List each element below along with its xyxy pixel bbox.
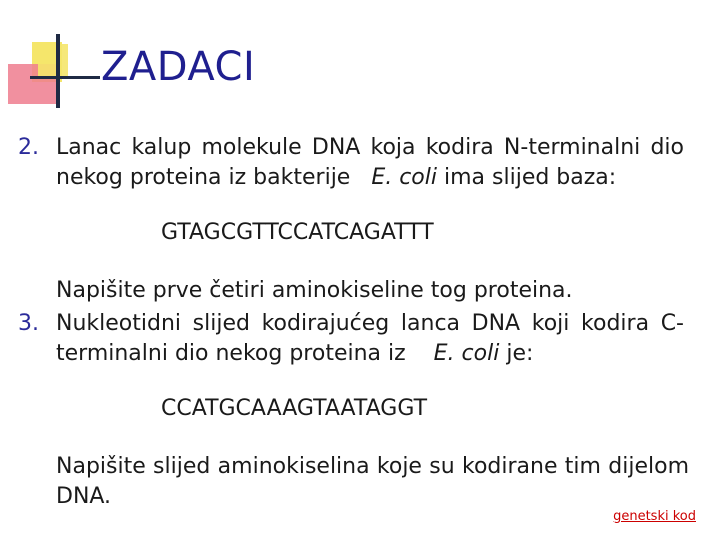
task-2-line-1: Lanac kalup molekule DNA koja kodira N-terminalni dio — [56, 135, 684, 160]
genetic-code-link[interactable]: genetski kod — [613, 509, 696, 524]
page-title: ZADACI — [101, 44, 256, 90]
task-2-sequence: GTAGCGTTCCATCAGATTT — [161, 220, 434, 245]
task-3-instruction-line-1: Napišite slijed aminokiselina koje su kodirane tim dijelom — [56, 454, 689, 479]
task-3-number: 3. — [18, 311, 39, 336]
task-3-line-2-a: terminalni dio nekog proteina iz — [56, 341, 406, 366]
task-2-instruction: Napišite prve četiri aminokiseline tog proteina. — [56, 278, 573, 303]
task-2-line-2-b: ima slijed baza: — [444, 165, 617, 190]
task-3-instruction-line-2: DNA. — [56, 484, 112, 509]
task-3-text — [56, 309, 684, 369]
task-3-line-1: Nukleotidni slijed kodirajućeg lanca DNA koji kodira C- — [56, 311, 684, 336]
task-2-line-2 — [56, 163, 684, 193]
task-3-species: E. coli — [433, 341, 500, 366]
task-3-line-2-b: je: — [506, 341, 534, 366]
task-3-instruction — [56, 452, 689, 512]
logo-decoration-icon — [0, 0, 100, 110]
task-2-line-2-a: nekog proteina iz bakterije — [56, 165, 351, 190]
task-3-line-2 — [56, 339, 684, 369]
task-2-number: 2. — [18, 135, 39, 160]
task-2-text — [56, 133, 684, 193]
task-3-sequence: CCATGCAAAGTAATAGGT — [161, 396, 428, 421]
task-2-species: E. coli — [371, 165, 437, 190]
